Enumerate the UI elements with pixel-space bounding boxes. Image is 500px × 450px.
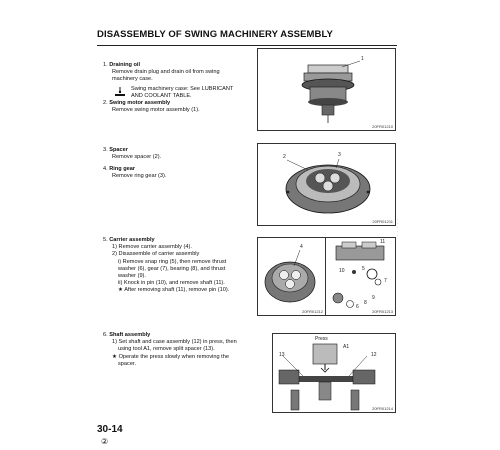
step-number: 4. xyxy=(103,166,108,172)
figure-spacer-ring-gear xyxy=(257,143,396,226)
figure-callout: 2 xyxy=(283,154,286,160)
step-heading: Shaft assembly xyxy=(109,332,151,338)
margin-marks: · · · · · xyxy=(397,217,399,238)
figure-callout: 8 xyxy=(364,300,367,306)
step-line: Remove spacer (2). xyxy=(112,154,162,161)
swing-machinery-illustration xyxy=(258,49,395,130)
lubricant-note xyxy=(103,86,253,101)
figure-callout: 3 xyxy=(338,152,341,158)
figure-callout: 10 xyxy=(339,268,345,274)
figure-carrier-assembly xyxy=(257,237,326,316)
press-illustration xyxy=(273,334,395,412)
step-number: 3. xyxy=(103,147,108,153)
step-number: 5. xyxy=(103,237,108,243)
step-line: ★ Operate the press slowly when removing the xyxy=(112,353,229,360)
title-rule xyxy=(97,45,397,46)
step-line: 1) Remove carrier assembly (4). xyxy=(112,244,192,251)
figure-callout: A1 xyxy=(343,344,350,350)
figure-shaft-press xyxy=(272,333,396,413)
page-number: 30-14 xyxy=(97,424,123,435)
step-6 xyxy=(103,332,258,368)
figure-callout: 1 xyxy=(361,56,364,62)
step-4 xyxy=(103,166,253,180)
figure-id: 20FR01214 xyxy=(372,406,393,411)
figure-id: 20FR01212 xyxy=(302,309,323,314)
figure-carrier-parts xyxy=(325,237,396,316)
step-line: spacer. xyxy=(118,360,137,367)
step-line: i) Remove snap ring (5), then remove thrust xyxy=(118,258,227,265)
revision-mark: ② xyxy=(101,437,109,446)
carrier-illustration xyxy=(258,238,325,315)
figure-callout: 4 xyxy=(300,244,303,250)
step-number: 2. xyxy=(103,100,108,106)
step-heading: Draining oil xyxy=(109,62,140,68)
step-line: washer (9). xyxy=(118,273,146,280)
step-3 xyxy=(103,147,253,161)
step-1 xyxy=(103,62,253,101)
step-number: 1. xyxy=(103,62,108,68)
step-line: Remove drain plug and drain oil from swing xyxy=(112,69,220,76)
step-heading: Carrier assembly xyxy=(109,237,155,243)
figure-callout: Press xyxy=(315,336,328,342)
step-line: ★ After removing shaft (11), remove pin (10). xyxy=(118,287,230,294)
page-title: DISASSEMBLY OF SWING MACHINERY ASSEMBLY xyxy=(97,29,333,40)
figure-id: 20FR01211 xyxy=(372,219,393,224)
figure-callout: 12 xyxy=(371,352,377,358)
figure-callout: 6 xyxy=(356,304,359,310)
figure-callout: 9 xyxy=(372,295,375,301)
oil-icon xyxy=(103,86,128,101)
figure-id: 20FR01210 xyxy=(372,124,393,129)
figure-id: 20FR01213 xyxy=(372,309,393,314)
step-heading: Ring gear xyxy=(109,166,136,172)
step-line: Remove swing motor assembly (1). xyxy=(112,107,200,114)
step-2 xyxy=(103,100,253,114)
step-heading: Swing motor assembly xyxy=(109,100,171,106)
figure-callout: 13 xyxy=(279,352,285,358)
step-line: using tool A1, remove split spacer (13). xyxy=(118,346,215,353)
ring-gear-illustration xyxy=(258,144,395,225)
exploded-parts-illustration xyxy=(326,238,395,315)
figure-callout: 11 xyxy=(380,239,386,245)
step-line: ii) Knock in pin (10), and remove shaft (11). xyxy=(118,280,225,287)
step-line: washer (6), gear (7), bearing (8), and thrust xyxy=(118,265,226,272)
step-5 xyxy=(103,237,255,295)
step-line: 1) Set shaft and case assembly (12) in press, then xyxy=(112,339,237,346)
figure-callout: 5 xyxy=(362,266,365,272)
step-number: 6. xyxy=(103,332,108,338)
figure-draining-oil xyxy=(257,48,396,131)
step-line: 2) Disassemble of carrier assembly xyxy=(112,251,200,258)
step-line: Remove ring gear (3). xyxy=(112,173,167,180)
note-line: Swing machinery case: See LUBRICANT xyxy=(131,85,234,92)
note-line: AND COOLANT TABLE. xyxy=(131,92,192,99)
step-heading: Spacer xyxy=(109,147,128,153)
figure-callout: 7 xyxy=(384,278,387,284)
step-line: machinery case. xyxy=(112,76,153,83)
